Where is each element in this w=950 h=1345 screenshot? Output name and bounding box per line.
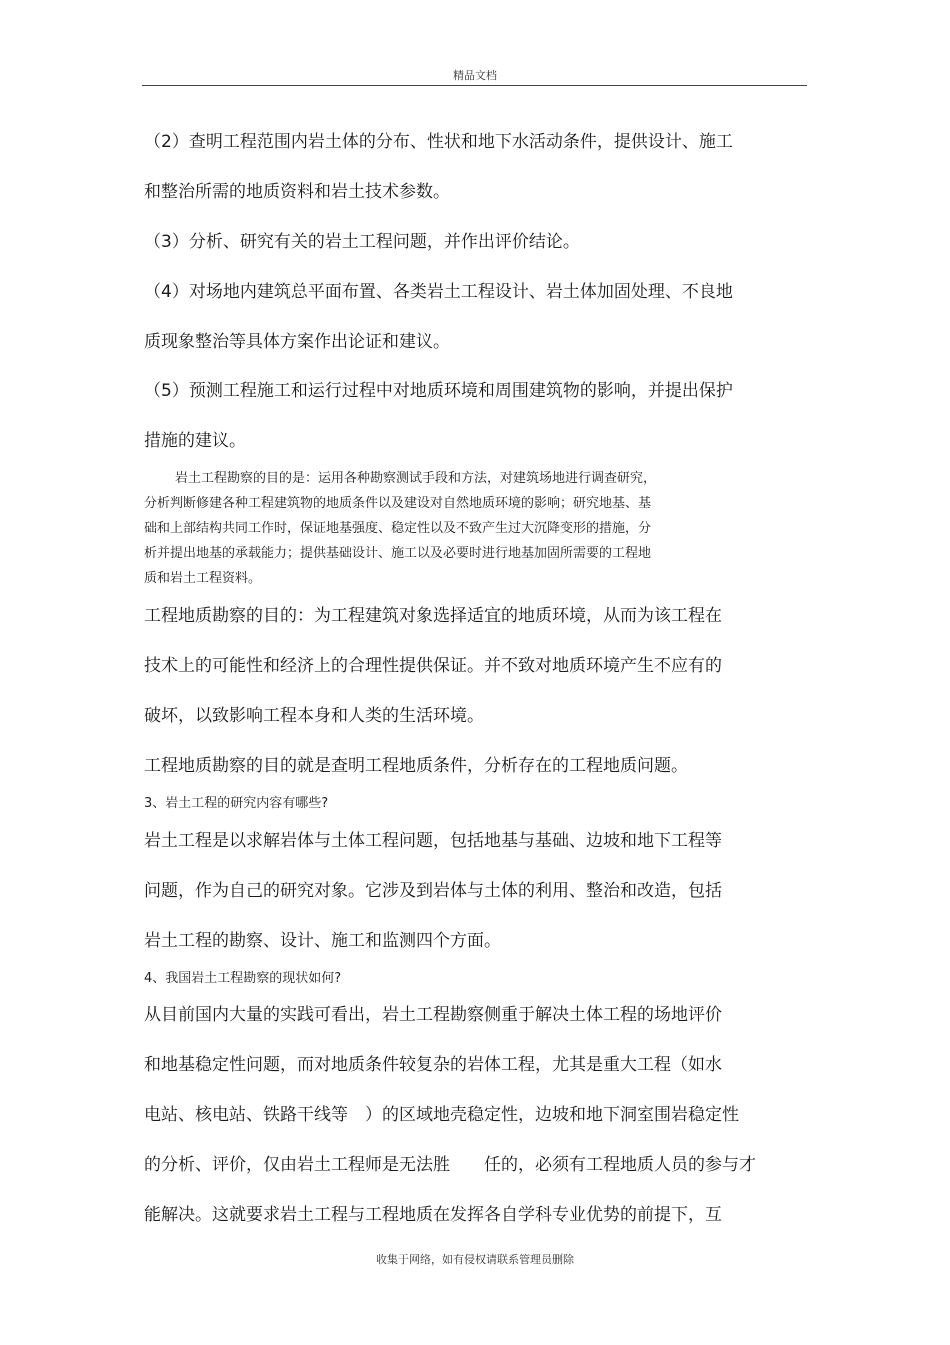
header-divider (142, 85, 807, 86)
paragraph-line: 的分析、评价，仅由岩土工程师是无法胜 任的，必须有工程地质人员的参与才 (144, 1155, 756, 1175)
page-header-title: 精品文档 (453, 69, 497, 82)
paragraph-line: 措施的建议。 (144, 431, 246, 451)
paragraph-line: 质现象整治等具体方案作出论证和建议。 (144, 332, 450, 352)
note-line: 岩土工程勘察的目的是：运用各种勘察测试手段和方法，对建筑场地进行调查研究， (175, 471, 657, 486)
note-line: 析并提出地基的承载能力；提供基础设计、施工以及必要时进行地基加固所需要的工程地 (144, 546, 652, 561)
paragraph-line: 工程地质勘察的目的就是查明工程地质条件，分析存在的工程地质问题。 (144, 756, 688, 776)
paragraph-line: （4）对场地内建筑总平面布置、各类岩土工程设计、岩土体加固处理、不良地 (144, 282, 733, 302)
question-heading: 4、我国岩土工程勘察的现状如何? (144, 971, 342, 986)
paragraph-line: 问题，作为自己的研究对象。它涉及到岩体与土体的利用、整治和改造，包括 (144, 881, 722, 901)
paragraph-line: 能解决。这就要求岩土工程与工程地质在发挥各自学科专业优势的前提下，互 (144, 1205, 722, 1225)
paragraph-line: 岩土工程的勘察、设计、施工和监测四个方面。 (144, 931, 501, 951)
paragraph-line: 工程地质勘察的目的：为工程建筑对象选择适宜的地质环境，从而为该工程在 (144, 606, 722, 626)
paragraph-line: 破坏，以致影响工程本身和人类的生活环境。 (144, 706, 484, 726)
note-line: 质和岩土工程资料。 (144, 571, 262, 586)
paragraph-line: 从目前国内大量的实践可看出，岩土工程勘察侧重于解决土体工程的场地评价 (144, 1005, 722, 1025)
paragraph-line: 技术上的可能性和经济上的合理性提供保证。并不致对地质环境产生不应有的 (144, 656, 722, 676)
paragraph-line: （5）预测工程施工和运行过程中对地质环境和周围建筑物的影响，并提出保护 (144, 381, 733, 401)
note-line: 础和上部结构共同工作时，保证地基强度、稳定性以及不致产生过大沉降变形的措施，分 (144, 521, 652, 536)
paragraph-line: 岩土工程是以求解岩体与土体工程问题，包括地基与基础、边坡和地下工程等 (144, 831, 722, 851)
paragraph-line: （2）查明工程范围内岩土体的分布、性状和地下水活动条件，提供设计、施工 (144, 132, 733, 152)
page-footer-text: 收集于网络，如有侵权请联系管理员删除 (376, 1253, 574, 1266)
question-heading: 3、岩土工程的研究内容有哪些? (144, 796, 329, 811)
paragraph-line: 电站、核电站、铁路干线等 ）的区域地壳稳定性，边坡和地下洞室围岩稳定性 (144, 1105, 739, 1125)
paragraph-line: （3）分析、研究有关的岩土工程问题，并作出评价结论。 (144, 232, 580, 252)
paragraph-line: 和地基稳定性问题，而对地质条件较复杂的岩体工程，尤其是重大工程（如水 (144, 1055, 722, 1075)
note-line: 分析判断修建各种工程建筑物的地质条件以及建设对自然地质环境的影响；研究地基、基 (144, 496, 652, 511)
paragraph-line: 和整治所需的地质资料和岩土技术参数。 (144, 182, 450, 202)
